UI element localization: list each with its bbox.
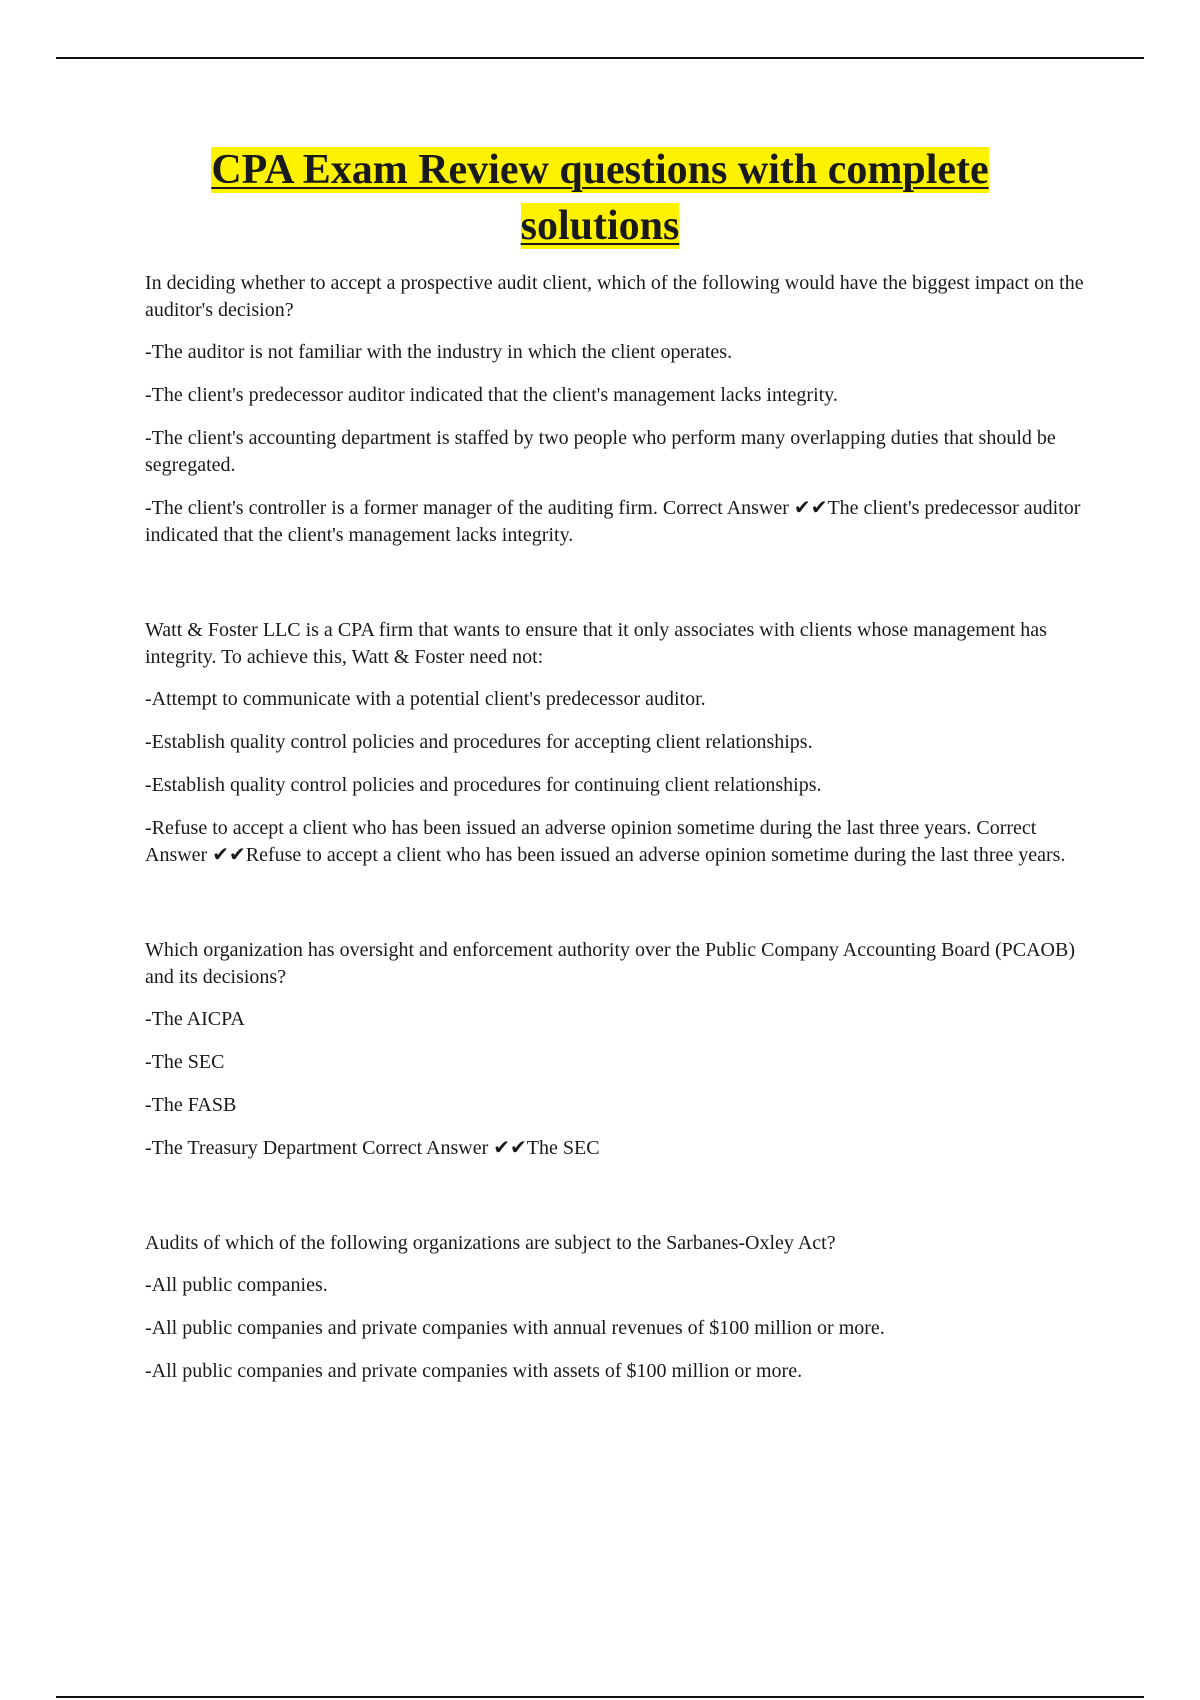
question-1 xyxy=(145,270,1085,549)
answer-option: -Attempt to communicate with a potential client's predecessor auditor. xyxy=(145,688,706,710)
answer-option: -The client's predecessor auditor indicated that the client's management lacks integrity. xyxy=(145,384,838,406)
answer-option: -All public companies. xyxy=(145,1274,328,1296)
question-2 xyxy=(145,617,1085,869)
answer-option: -All public companies and private companies with annual revenues of $100 million or more. xyxy=(145,1317,885,1339)
question-text: In deciding whether to accept a prospective audit client, which of the following would have the biggest impact on the auditor's decision? xyxy=(145,272,1084,321)
bottom-rule xyxy=(56,1696,1144,1698)
answer-option: -The FASB xyxy=(145,1094,237,1116)
answer-option: -Establish quality control policies and procedures for continuing client relationships. xyxy=(145,774,822,796)
document-title xyxy=(150,142,1050,254)
question-4 xyxy=(145,1230,1085,1385)
answer-option: -Establish quality control policies and procedures for accepting client relationships. xyxy=(145,731,813,753)
question-text: Which organization has oversight and enforcement authority over the Public Company Accounting Board (PCAOB) and its decisions? xyxy=(145,939,1075,988)
top-rule xyxy=(56,57,1144,59)
answer-option: -The auditor is not familiar with the industry in which the client operates. xyxy=(145,341,733,363)
answer-option: -The client's accounting department is staffed by two people who perform many overlapping duties that should be segregated. xyxy=(145,427,1056,476)
answer-option-with-correct-answer: -The Treasury Department Correct Answer ✔✔The SEC xyxy=(145,1137,600,1159)
answer-option-with-correct-answer: -Refuse to accept a client who has been issued an adverse opinion sometime during the last three years. Correct Answer ✔✔Refuse to accept a client who has been issued an adverse opinion sometime during the last three years. xyxy=(145,817,1066,866)
answer-option-with-correct-answer: -The client's controller is a former manager of the auditing firm. Correct Answer ✔✔The client's predecessor auditor indicated that the client's management lacks integrity. xyxy=(145,497,1081,546)
document-body xyxy=(145,270,1085,1401)
question-3 xyxy=(145,937,1085,1162)
answer-option: -All public companies and private companies with assets of $100 million or more. xyxy=(145,1360,803,1382)
document-title-text: CPA Exam Review questions with complete solutions xyxy=(211,147,989,249)
question-text: Watt & Foster LLC is a CPA firm that wants to ensure that it only associates with clients whose management has integrity. To achieve this, Watt & Foster need not: xyxy=(145,619,1047,668)
question-text: Audits of which of the following organizations are subject to the Sarbanes-Oxley Act? xyxy=(145,1232,836,1254)
answer-option: -The SEC xyxy=(145,1051,225,1073)
answer-option: -The AICPA xyxy=(145,1008,245,1030)
